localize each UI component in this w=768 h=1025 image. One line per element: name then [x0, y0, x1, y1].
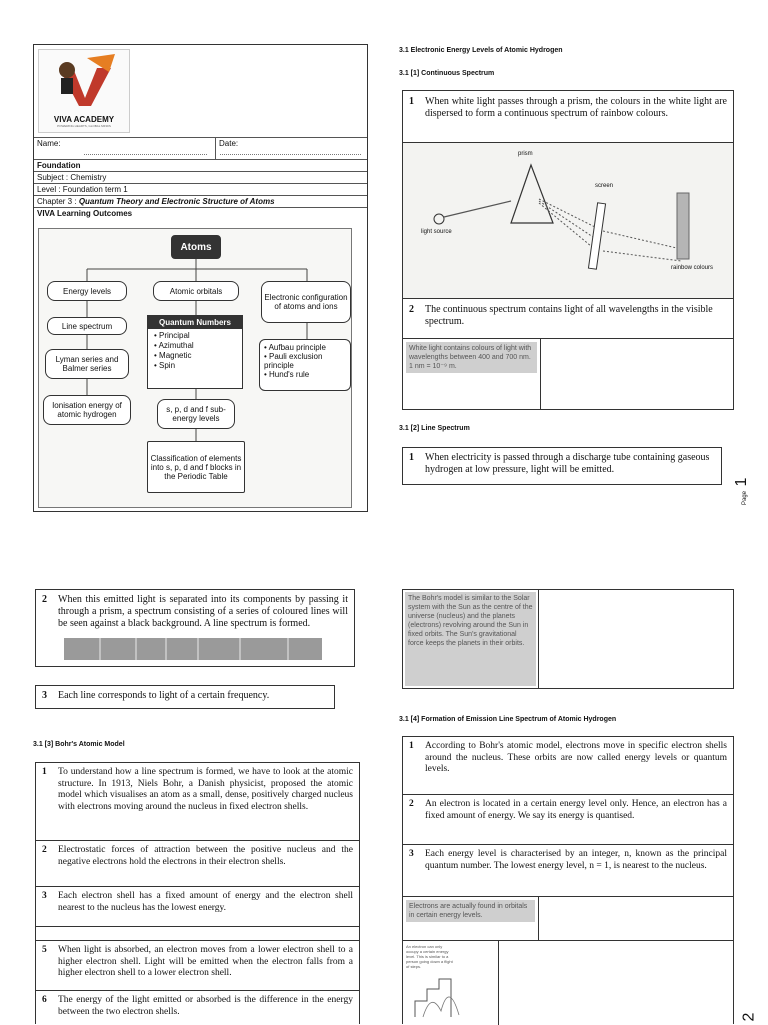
cm-qn-spin: • Spin	[154, 361, 176, 370]
paragraph-number: 2	[42, 594, 47, 605]
section-title-bohr: 3.1 [3] Bohr's Atomic Model	[33, 741, 125, 748]
cm-atoms: Atoms	[171, 235, 221, 259]
paragraph-number: 2	[42, 845, 47, 855]
page-number: 1	[733, 477, 750, 487]
emission-paragraph-3	[403, 845, 733, 897]
note-orbitals: Electrons are actually found in orbitals in certain energy levels.	[406, 900, 535, 922]
logo-text: VIVA ACADEMY	[53, 115, 115, 124]
note-orbitals-row	[403, 897, 733, 941]
bohr-paragraph-3	[36, 887, 359, 927]
chapter-title: Quantum Theory and Electronic Structure of Atoms	[78, 197, 275, 206]
section-title-line-spectrum: 3.1 [2] Line Spectrum	[399, 425, 470, 432]
paragraph-text: When light is absorbed, an electron moves from a lower electron shell to a higher electron shell. Light will be emitted when the electron falls from a higher electron shell to a lower electron shell.	[58, 945, 353, 978]
bohr-paragraph-5	[36, 941, 359, 991]
paragraph-text: Each line corresponds to light of a certain frequency.	[58, 690, 270, 701]
line-spectrum-strip	[64, 638, 322, 660]
cm-aufbau	[259, 339, 351, 391]
name-field[interactable]	[34, 138, 216, 159]
cm-qn-magnetic: • Magnetic	[154, 351, 192, 360]
page-marker-2: 2	[740, 1012, 758, 1022]
cm-classification: Classification of elements into s, p, d and f blocks in the Periodic Table	[147, 441, 245, 493]
page-word: Page	[742, 490, 748, 505]
paragraph-number: 2	[409, 304, 414, 315]
cm-pauli-principle: • Pauli exclusion principle	[264, 352, 323, 370]
label-prism: prism	[518, 151, 533, 157]
bohr-note-panel	[402, 589, 734, 689]
paragraph-number: 5	[42, 945, 47, 955]
emission-paragraph-1	[403, 737, 733, 795]
concept-map	[38, 228, 352, 508]
cm-qn-title: Quantum Numbers	[148, 316, 242, 329]
paragraph-number: 1	[409, 96, 414, 107]
continuous-spectrum-panel	[402, 90, 734, 410]
paragraph-number: 1	[409, 741, 414, 751]
note-steps-row	[403, 941, 733, 1025]
page-marker-1	[733, 475, 768, 505]
section-title-continuous: 3.1 [1] Continuous Spectrum	[399, 70, 495, 77]
bohr-paragraph-6	[36, 991, 359, 1025]
line-spectrum-paragraph-1	[402, 447, 722, 485]
cm-qn-principal: • Principal	[154, 331, 190, 340]
paragraph-text: When this emitted light is separated into its components by passing it through a prism, a spectrum consisting of a series of coloured lines will be seen against a black background. A line spectrum is formed.	[58, 594, 348, 629]
name-label: Name:	[37, 139, 61, 148]
line-spectrum-continued	[35, 589, 355, 667]
date-label: Date:	[219, 139, 239, 148]
logo-mark-icon	[39, 50, 131, 110]
section-title-energy-levels: 3.1 Electronic Energy Levels of Atomic Hydrogen	[399, 47, 563, 54]
cm-qn-azimuthal: • Azimuthal	[154, 341, 194, 350]
date-field[interactable]	[216, 138, 367, 159]
label-screen: screen	[595, 183, 614, 189]
cm-aufbau-principle: • Aufbau principle	[264, 343, 326, 352]
line-spectrum-paragraph-3	[35, 685, 335, 709]
paragraph-text: An electron is located in a certain energy level only. Hence, an electron has a fixed amount of energy. We say its energy is quantised.	[425, 799, 727, 821]
paragraph-number: 6	[42, 995, 47, 1005]
paragraph-1	[403, 91, 733, 143]
bohr-paragraph-1	[36, 763, 359, 841]
info-chapter	[34, 196, 367, 208]
header-panel	[33, 44, 368, 512]
info-foundation: Foundation	[34, 160, 367, 172]
paragraph-number: 2	[409, 799, 414, 809]
logo	[38, 49, 130, 133]
paragraph-2	[42, 594, 348, 630]
paragraph-2	[403, 299, 733, 339]
cm-electronic-config: Electronic configuration of atoms and ions	[261, 281, 351, 323]
paragraph-number: 3	[42, 690, 47, 701]
paragraph-text: When electricity is passed through a discharge tube containing gaseous hydrogen at low pressure, light will be emitted.	[425, 452, 710, 475]
cm-spdf-levels: s, p, d and f sub-energy levels	[157, 399, 235, 429]
prism-diagram-graphic	[403, 143, 733, 299]
chapter-prefix: Chapter 3 :	[37, 197, 79, 206]
paragraph-number: 3	[409, 849, 414, 859]
outcomes-label: VIVA Learning Outcomes	[37, 209, 133, 218]
bohr-paragraph-2	[36, 841, 359, 887]
label-light-source: light source	[421, 229, 452, 235]
emission-paragraph-2	[403, 795, 733, 845]
note-row	[403, 339, 733, 409]
cm-lyman: Lyman series and Balmer series	[45, 349, 129, 379]
info-level: Level : Foundation term 1	[34, 184, 367, 196]
section-title-emission: 3.1 [4] Formation of Emission Line Spectrum of Atomic Hydrogen	[399, 716, 617, 723]
logo-tagline: POWERING HEARTS, GLOBAL MINDS	[57, 124, 111, 128]
prism-diagram	[403, 143, 733, 299]
paragraph-number: 1	[42, 767, 47, 777]
note-steps: An electron can only occupy a certain energy level. This is similar to a person going down a flight of steps.	[406, 944, 453, 969]
cm-energy-levels: Energy levels	[47, 281, 127, 301]
paragraph-number: 3	[42, 891, 47, 901]
paragraph-text: When white light passes through a prism, the colours in the white light are dispersed to form a continuous spectrum of rainbow colours.	[425, 96, 727, 119]
paragraph-text: Each energy level is characterised by an integer, n, known as the principal quantum number. The lowest energy level, n = 1, is nearest to the nucleus.	[425, 849, 727, 871]
cm-ionisation: Ionisation energy of atomic hydrogen	[43, 395, 131, 425]
steps-diagram-icon	[411, 971, 471, 1021]
cm-quantum-numbers	[147, 315, 243, 389]
cm-hunds-rule: • Hund's rule	[264, 370, 310, 379]
paragraph-text: Each electron shell has a fixed amount of energy and the electron shell nearest to the nucleus has the lowest energy.	[58, 891, 353, 913]
cm-line-spectrum: Line spectrum	[47, 317, 127, 335]
bohr-model-panel	[35, 762, 360, 1024]
cm-atomic-orbitals: Atomic orbitals	[153, 281, 239, 301]
paragraph-text: Electrostatic forces of attraction between the positive nucleus and the negative electrons hold the electrons in their electron shells.	[58, 845, 353, 867]
label-rainbow-colours: rainbow colours	[671, 265, 714, 271]
paragraph-text: The energy of the light emitted or absorbed is the difference in the energy between the two electron shells.	[58, 995, 353, 1017]
paragraph-text: The continuous spectrum contains light of all wavelengths in the visible spectrum.	[425, 304, 713, 327]
info-subject: Subject : Chemistry	[34, 172, 367, 184]
paragraph-text: To understand how a line spectrum is formed, we have to look at the atomic structure. In 1913, Niels Bohr, a Danish physicist, proposed the atomic model which visualises an atom as a small, dense, positively charged nucleus with electrons moving around the nucleus in fixed electron shells.	[58, 767, 353, 812]
paragraph-text: According to Bohr's atomic model, electrons move in specific electron shells around the nucleus. These orbits are now called energy levels or quantum levels.	[425, 741, 727, 774]
paragraph-number: 1	[409, 452, 414, 463]
note-solar-system: The Bohr's model is similar to the Solar system with the Sun as the centre of the universe (nucleus) and the planets (electrons) revolving around the Sun in fixed orbits. The Sun's gravitational force keeps the planets in their orbits.	[405, 592, 536, 686]
note-white-light: White light contains colours of light with wavelengths between 400 and 700 nm. 1 nm = 10⁻⁹ m.	[406, 342, 537, 373]
emission-panel	[402, 736, 734, 1024]
bohr-gap-row	[36, 927, 359, 941]
